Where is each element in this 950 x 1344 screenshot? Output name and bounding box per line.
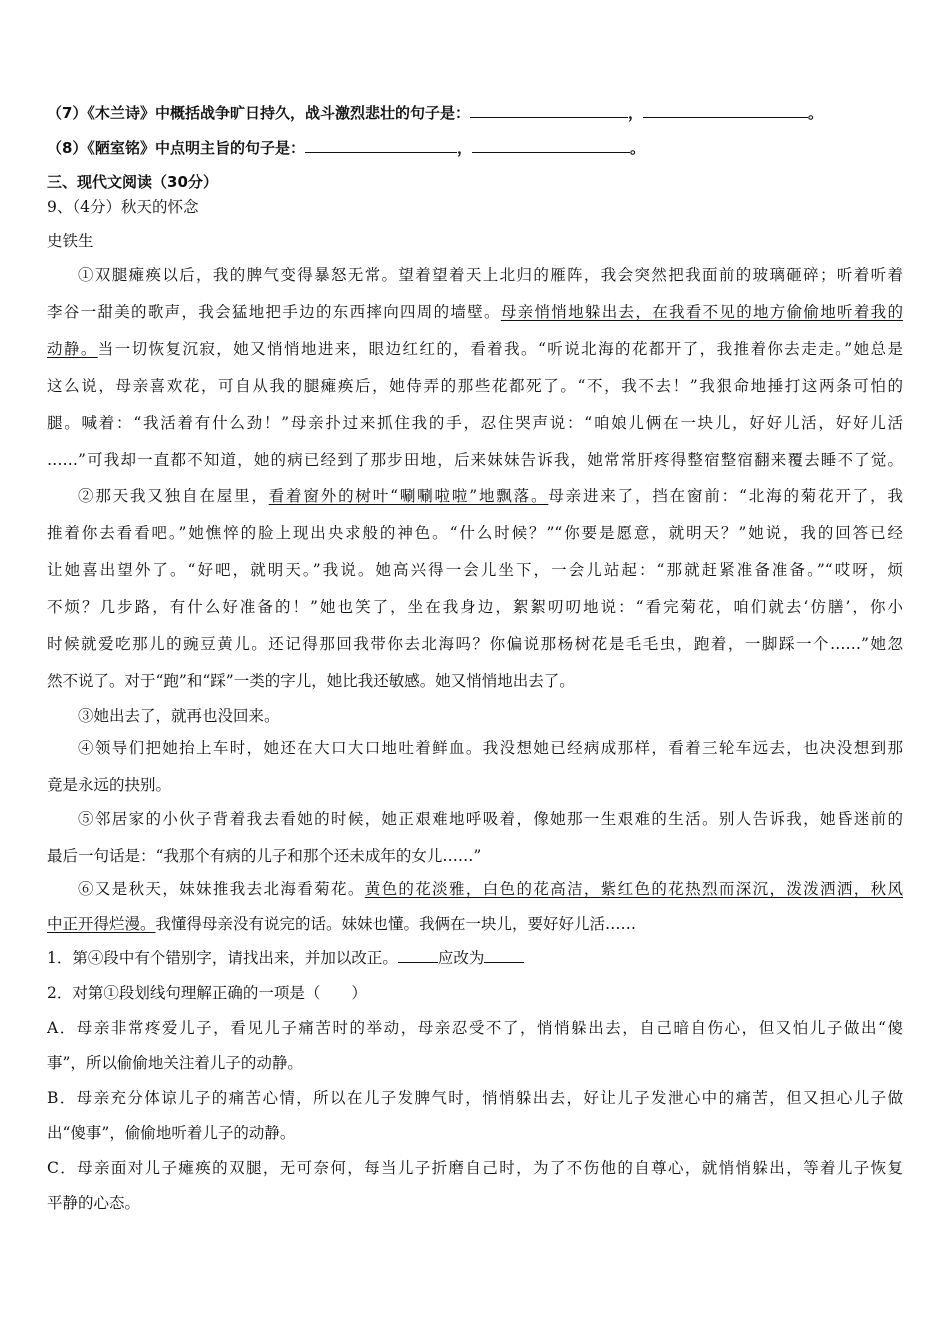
answer-blank-wrong-char[interactable]: [398, 948, 438, 963]
separator: ，: [456, 139, 472, 157]
underlined-sentence: 黄色的花淡雅，白色的花高洁，紫红色的花热烈而深沉，泼泼洒洒，秋风: [364, 880, 903, 898]
sub-question-1-connector: 应改为: [437, 949, 485, 967]
sub-question-1: [47, 948, 524, 968]
paragraph-2-line: 推着你去看看吧。”她憔悴的脸上现出央求般的神色。“什么时候？”“你要是愿意，就明天？”她说，我的回答已经: [47, 524, 903, 542]
paragraph-5-line: 最后一句话是：“我那个有病的儿子和那个还未成年的女儿……”: [47, 847, 482, 865]
question-7: [47, 103, 823, 123]
option-b-line[interactable]: 出“傻事”，偷偷地听着儿子的动静。: [47, 1124, 296, 1142]
paragraph-1-line: 这么说，母亲喜欢花，可自从我的腿瘫痪后，她侍弄的那些花都死了。“不，我不去！”我狠命地捶打这两条可怕的: [47, 377, 903, 395]
paragraph-6-line: [47, 914, 636, 934]
paragraph-2-line: [78, 486, 903, 506]
option-c-line[interactable]: 平静的心态。: [47, 1194, 141, 1212]
underlined-sentence: 中正开得烂漫。: [47, 915, 156, 933]
option-c-line[interactable]: C．母亲面对儿子瘫痪的双腿，无可奈何，每当儿子折磨自己时，为了不伤他的自尊心，就悄悄躲出，等着儿子恢复: [47, 1159, 903, 1177]
paragraph-2-line: 时候就爱吃那儿的豌豆黄儿。还记得那回我带你去北海吗？你偏说那杨树花是毛毛虫，跑着，一脚踩一个……”她忽: [47, 635, 903, 653]
text: 李谷一甜美的歌声，我会猛地把手边的东西摔向四周的墙壁。: [47, 303, 501, 321]
underlined-sentence: 动静。: [47, 340, 98, 358]
paragraph-4-line: 竟是永远的抉别。: [47, 776, 172, 794]
option-a-line[interactable]: A．母亲非常疼爱儿子，看见儿子痛苦时的举动，母亲忍受不了，悄悄躲出去，自己暗自伤心，但又怕儿子做出“傻: [47, 1019, 903, 1037]
paragraph-2-line: 然不说了。对于“跑”和“踩”一类的字儿，她比我还敏感。她又悄悄地出去了。: [47, 672, 575, 690]
period: 。: [807, 104, 823, 122]
text: 我懂得母亲没有说完的话。妹妹也懂。我俩在一块儿，要好好儿活……: [155, 915, 637, 933]
section-heading: 三、现代文阅读（30分）: [47, 173, 218, 191]
text: 母亲进来了，挡在窗前：“北海的菊花开了，我: [548, 487, 903, 505]
answer-blank-7b[interactable]: [643, 103, 808, 118]
paragraph-2-line: 让她喜出望外了。“好吧，就明天。”我说。她高兴得一会儿坐下，一会儿站起：“那就赶紧准备准备。”“哎呀，烦: [47, 561, 903, 579]
separator: ，: [627, 104, 643, 122]
answer-blank-7a[interactable]: [470, 103, 628, 118]
answer-blank-correct-char[interactable]: [484, 948, 524, 963]
paragraph-1-line: [47, 339, 903, 359]
article-author: 史铁生: [47, 232, 94, 250]
answer-blank-8a[interactable]: [305, 138, 457, 153]
underlined-sentence: 母亲悄悄地躲出去，在我看不见的地方偷偷地听着我的: [500, 303, 903, 321]
option-a-line[interactable]: 事”，所以偷偷地关注着儿子的动静。: [47, 1054, 303, 1072]
paragraph-1-line: ……”可我却一直都不知道，她的病已经到了那步田地，后来妹妹告诉我，她常常肝疼得整宿整宿翻来覆去睡不了觉。: [47, 451, 903, 469]
sub-question-2: 2．对第①段划线句理解正确的一项是（ ）: [47, 984, 367, 1002]
paragraph-4-line: ④领导们把她抬上车时，她还在大口大口地吐着鲜血。我没想她已经病成那样，看着三轮车远去，也决没想到那: [78, 739, 903, 757]
paragraph-2-line: 不烦？几步路，有什么好准备的！”她也笑了，坐在我身边，絮絮叨叨地说：“看完菊花，咱们就去‘仿膳’，你小: [47, 598, 903, 616]
answer-blank-8b[interactable]: [472, 138, 630, 153]
paragraph-1-line: ①双腿瘫痪以后，我的脾气变得暴怒无常。望着望着天上北归的雁阵，我会突然把我面前的玻璃砸碎；听着听着: [78, 266, 903, 284]
paragraph-1-line: 腿。喊着：“我活着有什么劲！”母亲扑过来抓住我的手，忍住哭声说：“咱娘儿俩在一块儿，好好儿活，好好儿活: [47, 414, 903, 432]
question-8: [47, 138, 645, 158]
underlined-sentence: 看着窗外的树叶“唰唰啦啦”地飘落。: [268, 487, 549, 505]
option-b-line[interactable]: B．母亲充分体谅儿子的痛苦心情，所以在儿子发脾气时，悄悄躲出去，好让儿子发泄心中的痛苦，但又担心儿子做: [47, 1089, 903, 1107]
paragraph-6-line: [78, 879, 903, 899]
period: 。: [629, 139, 645, 157]
sub-question-1-text: 1．第④段中有个错别字，请找出来，并加以改正。: [47, 949, 398, 967]
text: ②那天我又独自在屋里，: [78, 487, 269, 505]
text: ⑥又是秋天，妹妹推我去北海看菊花。: [78, 880, 365, 898]
question-7-text: （7）《木兰诗》中概括战争旷日持久，战斗激烈悲壮的句子是：: [47, 104, 470, 122]
paragraph-1-line: [47, 302, 903, 322]
paragraph-3: ③她出去了，就再也没回来。: [78, 707, 280, 725]
paragraph-5-line: ⑤邻居家的小伙子背着我去看她的时候，她正艰难地呼吸着，像她那一生艰难的生活。别人告诉我，她昏迷前的: [78, 810, 903, 828]
question-9-title: 9、（4分）秋天的怀念: [47, 198, 199, 216]
text: 当一切恢复沉寂，她又悄悄地进来，眼边红红的，看着我。“听说北海的花都开了，我推着你去走走。”她总是: [97, 340, 903, 358]
question-8-text: （8）《陋室铭》中点明主旨的句子是：: [47, 139, 305, 157]
